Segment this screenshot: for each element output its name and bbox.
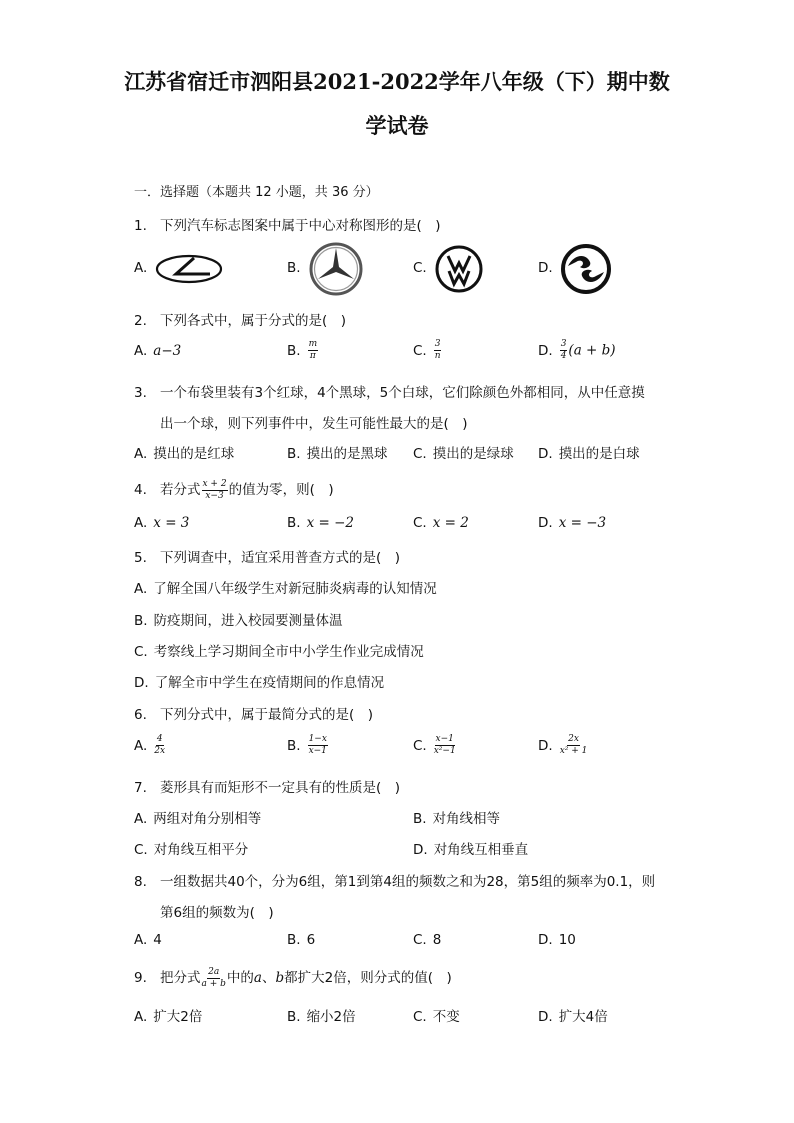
option-5a: A. 了解全国八年级学生对新冠肺炎病毒的认知情况 [134, 581, 437, 597]
question-4: 4. 若分式 $\frac{x + 2}{x-3}$ 的值为零，则( ) [134, 478, 334, 501]
lexus-logo-icon [154, 254, 224, 284]
option-5c: C. 考察线上学习期间全市中小学生作业完成情况 [134, 644, 424, 660]
question-number: 1. [134, 218, 147, 234]
question-text: 下列汽车标志图案中属于中心对称图形的是( ) [160, 218, 441, 234]
fraction: $\frac{x-1}{\text{x²−1}}$ [433, 734, 456, 756]
option-8a: A. 4 [134, 932, 162, 948]
option-7c: C. 对角线互相平分 [134, 842, 249, 858]
option-9c: C. 不变 [413, 1009, 460, 1025]
option-7d: D. 对角线互相垂直 [413, 842, 529, 858]
option-2a: A. a−3 [134, 343, 182, 359]
mercedes-logo-icon [308, 242, 364, 296]
option-4a: A. x = 3 [134, 515, 190, 531]
option-8d: D. 10 [538, 932, 576, 948]
fraction: $\frac{4}{2x}$ [154, 734, 166, 756]
option-3b: B. 摸出的是黑球 [287, 446, 388, 462]
question-9: 9. 把分式 $\frac{2a}{a + b}$ 中的a、b都扩大2倍，则分式的值( ) [134, 966, 452, 989]
option-1c: C. [413, 260, 427, 276]
question-3-continued: 出一个球，则下列事件中，发生可能性最大的是( ) [160, 416, 468, 432]
exam-title-line2: 学试卷 [365, 113, 429, 138]
option-6a: A. $\frac{4}{2x}$ [134, 734, 166, 756]
option-6b: B. $\frac{1-x}{x-1}$ [287, 734, 327, 756]
option-5b: B. 防疫期间，进入校园要测量体温 [134, 613, 343, 629]
fraction: $\frac{3}{4}$ [560, 339, 567, 361]
question-6: 6. 下列分式中，属于最简分式的是( ) [134, 707, 374, 723]
question-3: 3. 一个布袋里装有3个红球，4个黑球，5个白球，它们除颜色外都相同，从中任意摸 [134, 385, 645, 401]
question-7: 7. 菱形具有而矩形不一定具有的性质是( ) [134, 780, 401, 796]
exam-title-line1: 江苏省宿迁市泗阳县2021-2022学年八年级（下）期中数 [124, 69, 670, 94]
option-3d: D. 摸出的是白球 [538, 446, 640, 462]
option-1a: A. [134, 260, 148, 276]
question-text: 菱形具有而矩形不一定具有的性质是( ) [160, 780, 401, 796]
question-2: 2. 下列各式中，属于分式的是( ) [134, 313, 347, 329]
dongfeng-logo-icon [560, 244, 612, 294]
fraction: $\frac{1-x}{x-1}$ [308, 734, 327, 756]
option-3c: C. 摸出的是绿球 [413, 446, 514, 462]
option-2d: D. $\frac{3}{4}$ (a + b) [538, 339, 616, 361]
option-9a: A. 扩大2倍 [134, 1009, 203, 1025]
fraction: $\frac{m}{\pi}$ [308, 339, 318, 361]
option-6c: C. $\frac{x-1}{\text{x²−1}}$ [413, 734, 456, 756]
question-text: 下列调查中，适宜采用普查方式的是( ) [160, 550, 401, 566]
question-1 [134, 214, 441, 234]
option-8c: C. 8 [413, 932, 442, 948]
fraction: $\frac{x + 2}{x-3}$ [202, 478, 227, 501]
option-5d: D. 了解全市中学生在疫情期间的作息情况 [134, 675, 385, 691]
question-text: 下列分式中，属于最简分式的是( ) [160, 707, 374, 723]
question-text: 一组数据共40个，分为6组，第1到第4组的频数之和为28，第5组的频率为0.1，则 [160, 874, 656, 890]
option-4d: D. x = −3 [538, 515, 607, 531]
option-3a: A. 摸出的是红球 [134, 446, 235, 462]
option-7b: B. 对角线相等 [413, 811, 501, 827]
question-text: 下列各式中，属于分式的是( ) [160, 313, 347, 329]
option-9b: B. 缩小2倍 [287, 1009, 356, 1025]
volkswagen-logo-icon [434, 244, 484, 294]
question-text: 一个布袋里装有3个红球，4个黑球，5个白球，它们除颜色外都相同，从中任意摸 [160, 385, 645, 401]
option-4c: C. x = 2 [413, 515, 469, 531]
question-8: 8. 一组数据共40个，分为6组，第1到第4组的频数之和为28，第5组的频率为0.1，则 [134, 874, 656, 890]
question-5: 5. 下列调查中，适宜采用普查方式的是( ) [134, 550, 401, 566]
option-8b: B. 6 [287, 932, 316, 948]
option-1b: B. [287, 260, 301, 276]
fraction: $\frac{2a}{a + b}$ [201, 966, 226, 989]
question-8-continued: 第6组的频数为( ) [160, 905, 274, 921]
option-1d: D. [538, 260, 553, 276]
option-4b: B. x = −2 [287, 515, 354, 531]
fraction: $\frac{2x}{\text{x² + 1}}$ [559, 734, 588, 756]
option-9d: D. 扩大4倍 [538, 1009, 608, 1025]
section-heading: 一．选择题（本题共 12 小题，共 36 分） [134, 185, 379, 200]
option-7a: A. 两组对角分别相等 [134, 811, 262, 827]
option-2b: B. $\frac{m}{\pi}$ [287, 339, 318, 361]
option-6d: D. $\frac{2x}{\text{x² + 1}}$ [538, 734, 588, 756]
fraction: $\frac{3}{n}$ [434, 339, 441, 361]
option-2c: C. $\frac{3}{n}$ [413, 339, 441, 361]
